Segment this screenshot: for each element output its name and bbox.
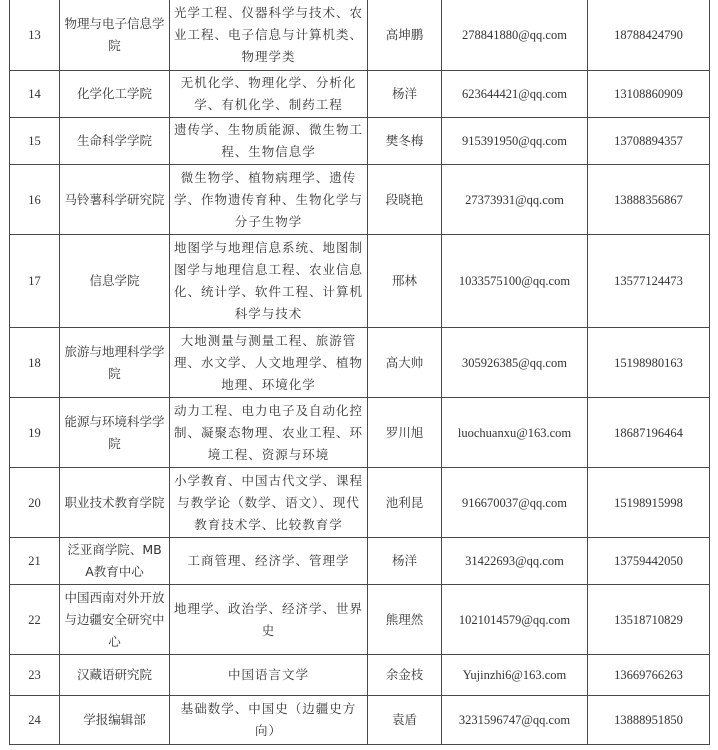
contact-person: 杨洋 — [368, 538, 442, 585]
table-row — [10, 696, 710, 745]
majors: 遗传学、生物质能源、微生物工程、生物信息学 — [170, 118, 368, 165]
row-number: 20 — [10, 468, 60, 538]
contact-phone: 13759442050 — [588, 538, 710, 585]
contact-email: 305926385@qq.com — [442, 328, 588, 398]
college-name: 中国西南对外开放与边疆安全研究中心 — [60, 585, 170, 655]
table-row — [10, 398, 710, 468]
table-row — [10, 468, 710, 538]
recruitment-contact-table — [9, 0, 710, 745]
contact-phone: 18788424790 — [588, 0, 710, 71]
row-number: 21 — [10, 538, 60, 585]
contact-person: 余金枝 — [368, 655, 442, 696]
college-name: 学报编辑部 — [60, 696, 170, 745]
contact-person: 池利昆 — [368, 468, 442, 538]
majors: 大地测量与测量工程、旅游管理、水文学、人文地理学、植物地理、环境化学 — [170, 328, 368, 398]
table-row — [10, 0, 710, 71]
table-row — [10, 585, 710, 655]
contact-phone: 13577124473 — [588, 235, 710, 328]
contact-person: 高坤鹏 — [368, 0, 442, 71]
contact-email: 3231596747@qq.com — [442, 696, 588, 745]
row-number: 22 — [10, 585, 60, 655]
contact-email: 915391950@qq.com — [442, 118, 588, 165]
row-number: 13 — [10, 0, 60, 71]
college-name: 马铃薯科学研究院 — [60, 165, 170, 235]
contact-person: 邢林 — [368, 235, 442, 328]
college-name: 能源与环境科学学院 — [60, 398, 170, 468]
row-number: 23 — [10, 655, 60, 696]
table-row — [10, 71, 710, 118]
majors: 地理学、政治学、经济学、世界史 — [170, 585, 368, 655]
contact-person: 段晓艳 — [368, 165, 442, 235]
contact-email: 278841880@qq.com — [442, 0, 588, 71]
college-name: 信息学院 — [60, 235, 170, 328]
row-number: 15 — [10, 118, 60, 165]
contact-person: 高大帅 — [368, 328, 442, 398]
contact-person: 罗川旭 — [368, 398, 442, 468]
row-number: 18 — [10, 328, 60, 398]
contact-email: Yujinzhi6@163.com — [442, 655, 588, 696]
contact-person: 樊冬梅 — [368, 118, 442, 165]
table-row — [10, 118, 710, 165]
college-name: 泛亚商学院、MBA教育中心 — [60, 538, 170, 585]
row-number: 17 — [10, 235, 60, 328]
contact-email: 31422693@qq.com — [442, 538, 588, 585]
contact-email: 623644421@qq.com — [442, 71, 588, 118]
majors: 微生物学、植物病理学、遗传学、作物遗传育种、生物化学与分子生物学 — [170, 165, 368, 235]
college-name: 汉藏语研究院 — [60, 655, 170, 696]
row-number: 16 — [10, 165, 60, 235]
contact-email: 916670037@qq.com — [442, 468, 588, 538]
contact-phone: 13888356867 — [588, 165, 710, 235]
table-row — [10, 655, 710, 696]
contact-person: 杨洋 — [368, 71, 442, 118]
contact-person: 熊理然 — [368, 585, 442, 655]
contact-phone: 18687196464 — [588, 398, 710, 468]
contact-phone: 15198980163 — [588, 328, 710, 398]
majors: 光学工程、仪器科学与技术、农业工程、电子信息与计算机类、物理学类 — [170, 0, 368, 71]
contact-phone: 13669766263 — [588, 655, 710, 696]
table-row — [10, 538, 710, 585]
majors: 动力工程、电力电子及自动化控制、凝聚态物理、农业工程、环境工程、资源与环境 — [170, 398, 368, 468]
majors: 工商管理、经济学、管理学 — [170, 538, 368, 585]
contact-phone: 13708894357 — [588, 118, 710, 165]
contact-email: 1033575100@qq.com — [442, 235, 588, 328]
majors: 无机化学、物理化学、分析化学、有机化学、制药工程 — [170, 71, 368, 118]
college-name: 职业技术教育学院 — [60, 468, 170, 538]
majors: 小学教育、中国古代文学、课程与教学论（数学、语文）、现代教育技术学、比较教育学 — [170, 468, 368, 538]
contact-phone: 13518710829 — [588, 585, 710, 655]
row-number: 19 — [10, 398, 60, 468]
college-name: 化学化工学院 — [60, 71, 170, 118]
college-name: 旅游与地理科学学院 — [60, 328, 170, 398]
college-name: 物理与电子信息学院 — [60, 0, 170, 71]
contact-email: 27373931@qq.com — [442, 165, 588, 235]
majors: 基础数学、中国史（边疆史方向） — [170, 696, 368, 745]
majors: 地图学与地理信息系统、地图制图学与地理信息工程、农业信息化、统计学、软件工程、计算机科学与技术 — [170, 235, 368, 328]
contact-person: 袁盾 — [368, 696, 442, 745]
row-number: 24 — [10, 696, 60, 745]
college-name: 生命科学学院 — [60, 118, 170, 165]
contact-email: 1021014579@qq.com — [442, 585, 588, 655]
row-number: 14 — [10, 71, 60, 118]
contact-email: luochuanxu@163.com — [442, 398, 588, 468]
table-row — [10, 165, 710, 235]
contact-phone: 15198915998 — [588, 468, 710, 538]
contact-phone: 13888951850 — [588, 696, 710, 745]
table-row — [10, 235, 710, 328]
contact-phone: 13108860909 — [588, 71, 710, 118]
majors: 中国语言文学 — [170, 655, 368, 696]
table-row — [10, 328, 710, 398]
